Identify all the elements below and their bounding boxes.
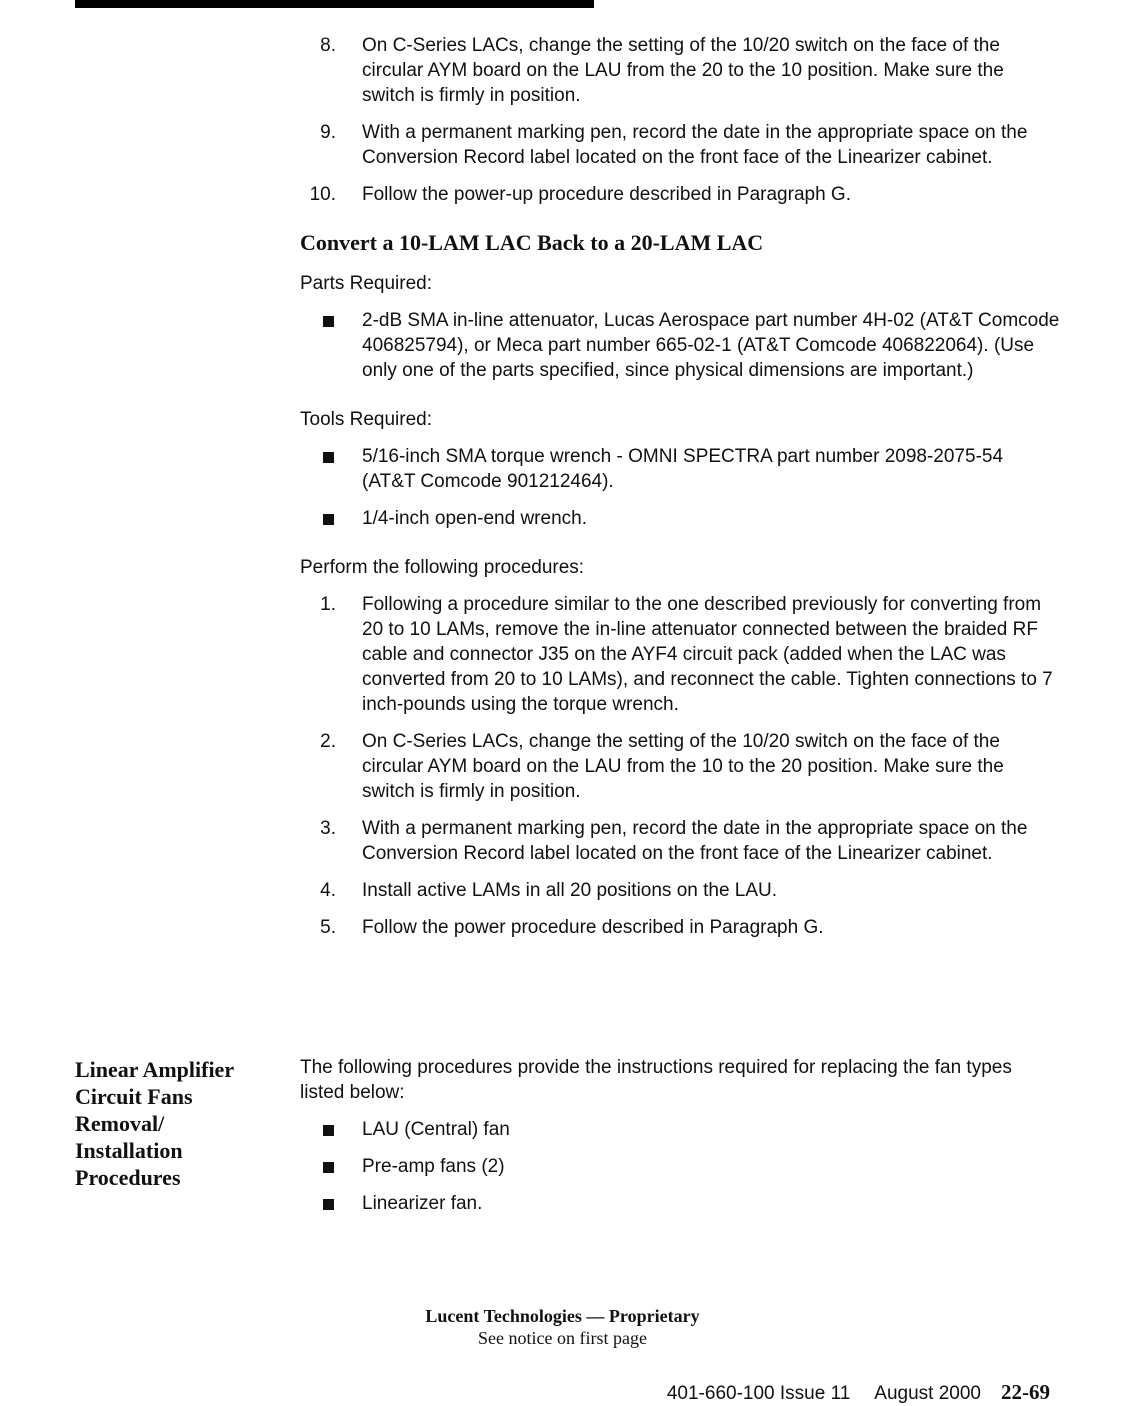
side-heading [75,1056,275,1191]
tool-text: 1/4-inch open-end wrench. [362,508,587,529]
step-number: 1. [320,594,336,615]
side-heading-line: Installation [75,1138,183,1163]
part-text: 2-dB SMA in-line attenuator, Lucas Aerospace part number 4H-02 (AT&T Comcode 406825794), or Meca part number 665-02-1 (AT&T Comcode 406822064). (Use only one of the parts specified, since physical dimensions are important.) [362,310,1060,381]
list-item [300,33,1060,108]
list-item [300,444,1060,494]
step-text: Follow the power-up procedure described in Paragraph G. [362,184,851,205]
list-item [300,506,1060,531]
list-item [300,308,1060,383]
main-content [300,33,1060,952]
fans-section [300,1055,1060,1228]
step-text: Install active LAMs in all 20 positions on the LAU. [362,880,778,901]
page-number: 22-69 [1001,1380,1050,1404]
list-item [300,816,1060,866]
bullet-square-icon [323,1199,334,1210]
bullet-square-icon [323,514,334,525]
step-number: 5. [320,917,336,938]
fans-list [300,1117,1060,1216]
side-heading-line: Linear Amplifier [75,1057,235,1082]
list-item [300,592,1060,717]
doc-number: 401-660-100 Issue 11 [666,1383,851,1404]
section-title: Convert a 10-LAM LAC Back to a 20-LAM LAC [300,230,764,255]
step-text: Follow the power procedure described in Paragraph G. [362,917,824,938]
bullet-square-icon [323,316,334,327]
step-number: 2. [320,731,336,752]
fan-text: Linearizer fan. [362,1193,483,1214]
perform-label: Perform the following procedures: [300,557,585,578]
parts-required-label: Parts Required: [300,273,433,294]
tool-text: 5/16-inch SMA torque wrench - OMNI SPECTRA part number 2098-2075-54 (AT&T Comcode 901212464). [362,446,1004,492]
header-rule [75,0,594,8]
list-item [300,120,1060,170]
list-item [300,915,1060,940]
step-text: On C-Series LACs, change the setting of the 10/20 switch on the face of the circular AYM board on the LAU from the 10 to the 20 position. Make sure the switch is firmly in position. [362,731,1004,802]
step-text: With a permanent marking pen, record the date in the appropriate space on the Conversion Record label located on the front face of the Linearizer cabinet. [362,122,1028,168]
step-number: 10. [309,184,336,205]
bullet-square-icon [323,1162,334,1173]
footer-company: Lucent Technologies — Proprietary [425,1306,700,1326]
list-item [300,1191,1060,1216]
step-number: 3. [320,818,336,839]
tools-list [300,444,1060,531]
doc-date: August 2000 [874,1383,981,1404]
fans-intro: The following procedures provide the instructions required for replacing the fan types listed below: [300,1057,1012,1103]
continued-steps-list [300,33,1060,207]
side-heading-line: Circuit Fans [75,1084,193,1109]
list-item [300,182,1060,207]
list-item [300,1117,1060,1142]
step-text: With a permanent marking pen, record the date in the appropriate space on the Conversion Record label located on the front face of the Linearizer cabinet. [362,818,1028,864]
tools-required-label: Tools Required: [300,409,433,430]
procedure-steps-list [300,592,1060,940]
step-number: 9. [320,122,336,143]
side-heading-line: Procedures [75,1165,181,1190]
step-text: Following a procedure similar to the one described previously for converting from 20 to 10 LAMs, remove the in-line attenuator connected between the braided RF cable and connector J35 on the AYF4 circuit pack (added when the LAC was converted from 20 to 10 LAMs), and reconnect the cable. Tighten connections to 7 inch-pounds using the torque wrench. [362,594,1053,715]
list-item [300,1154,1060,1179]
list-item [300,729,1060,804]
parts-list [300,308,1060,383]
side-heading-line: Removal/ [75,1111,165,1136]
bullet-square-icon [323,452,334,463]
footer-notice: See notice on first page [478,1328,647,1348]
step-number: 8. [320,35,336,56]
list-item [300,878,1060,903]
footer-page-line [667,1380,1050,1406]
step-number: 4. [320,880,336,901]
step-text: On C-Series LACs, change the setting of the 10/20 switch on the face of the circular AYM board on the LAU from the 20 to the 10 position. Make sure the switch is firmly in position. [362,35,1004,106]
bullet-square-icon [323,1125,334,1136]
fan-text: Pre-amp fans (2) [362,1156,505,1177]
fan-text: LAU (Central) fan [362,1119,510,1140]
